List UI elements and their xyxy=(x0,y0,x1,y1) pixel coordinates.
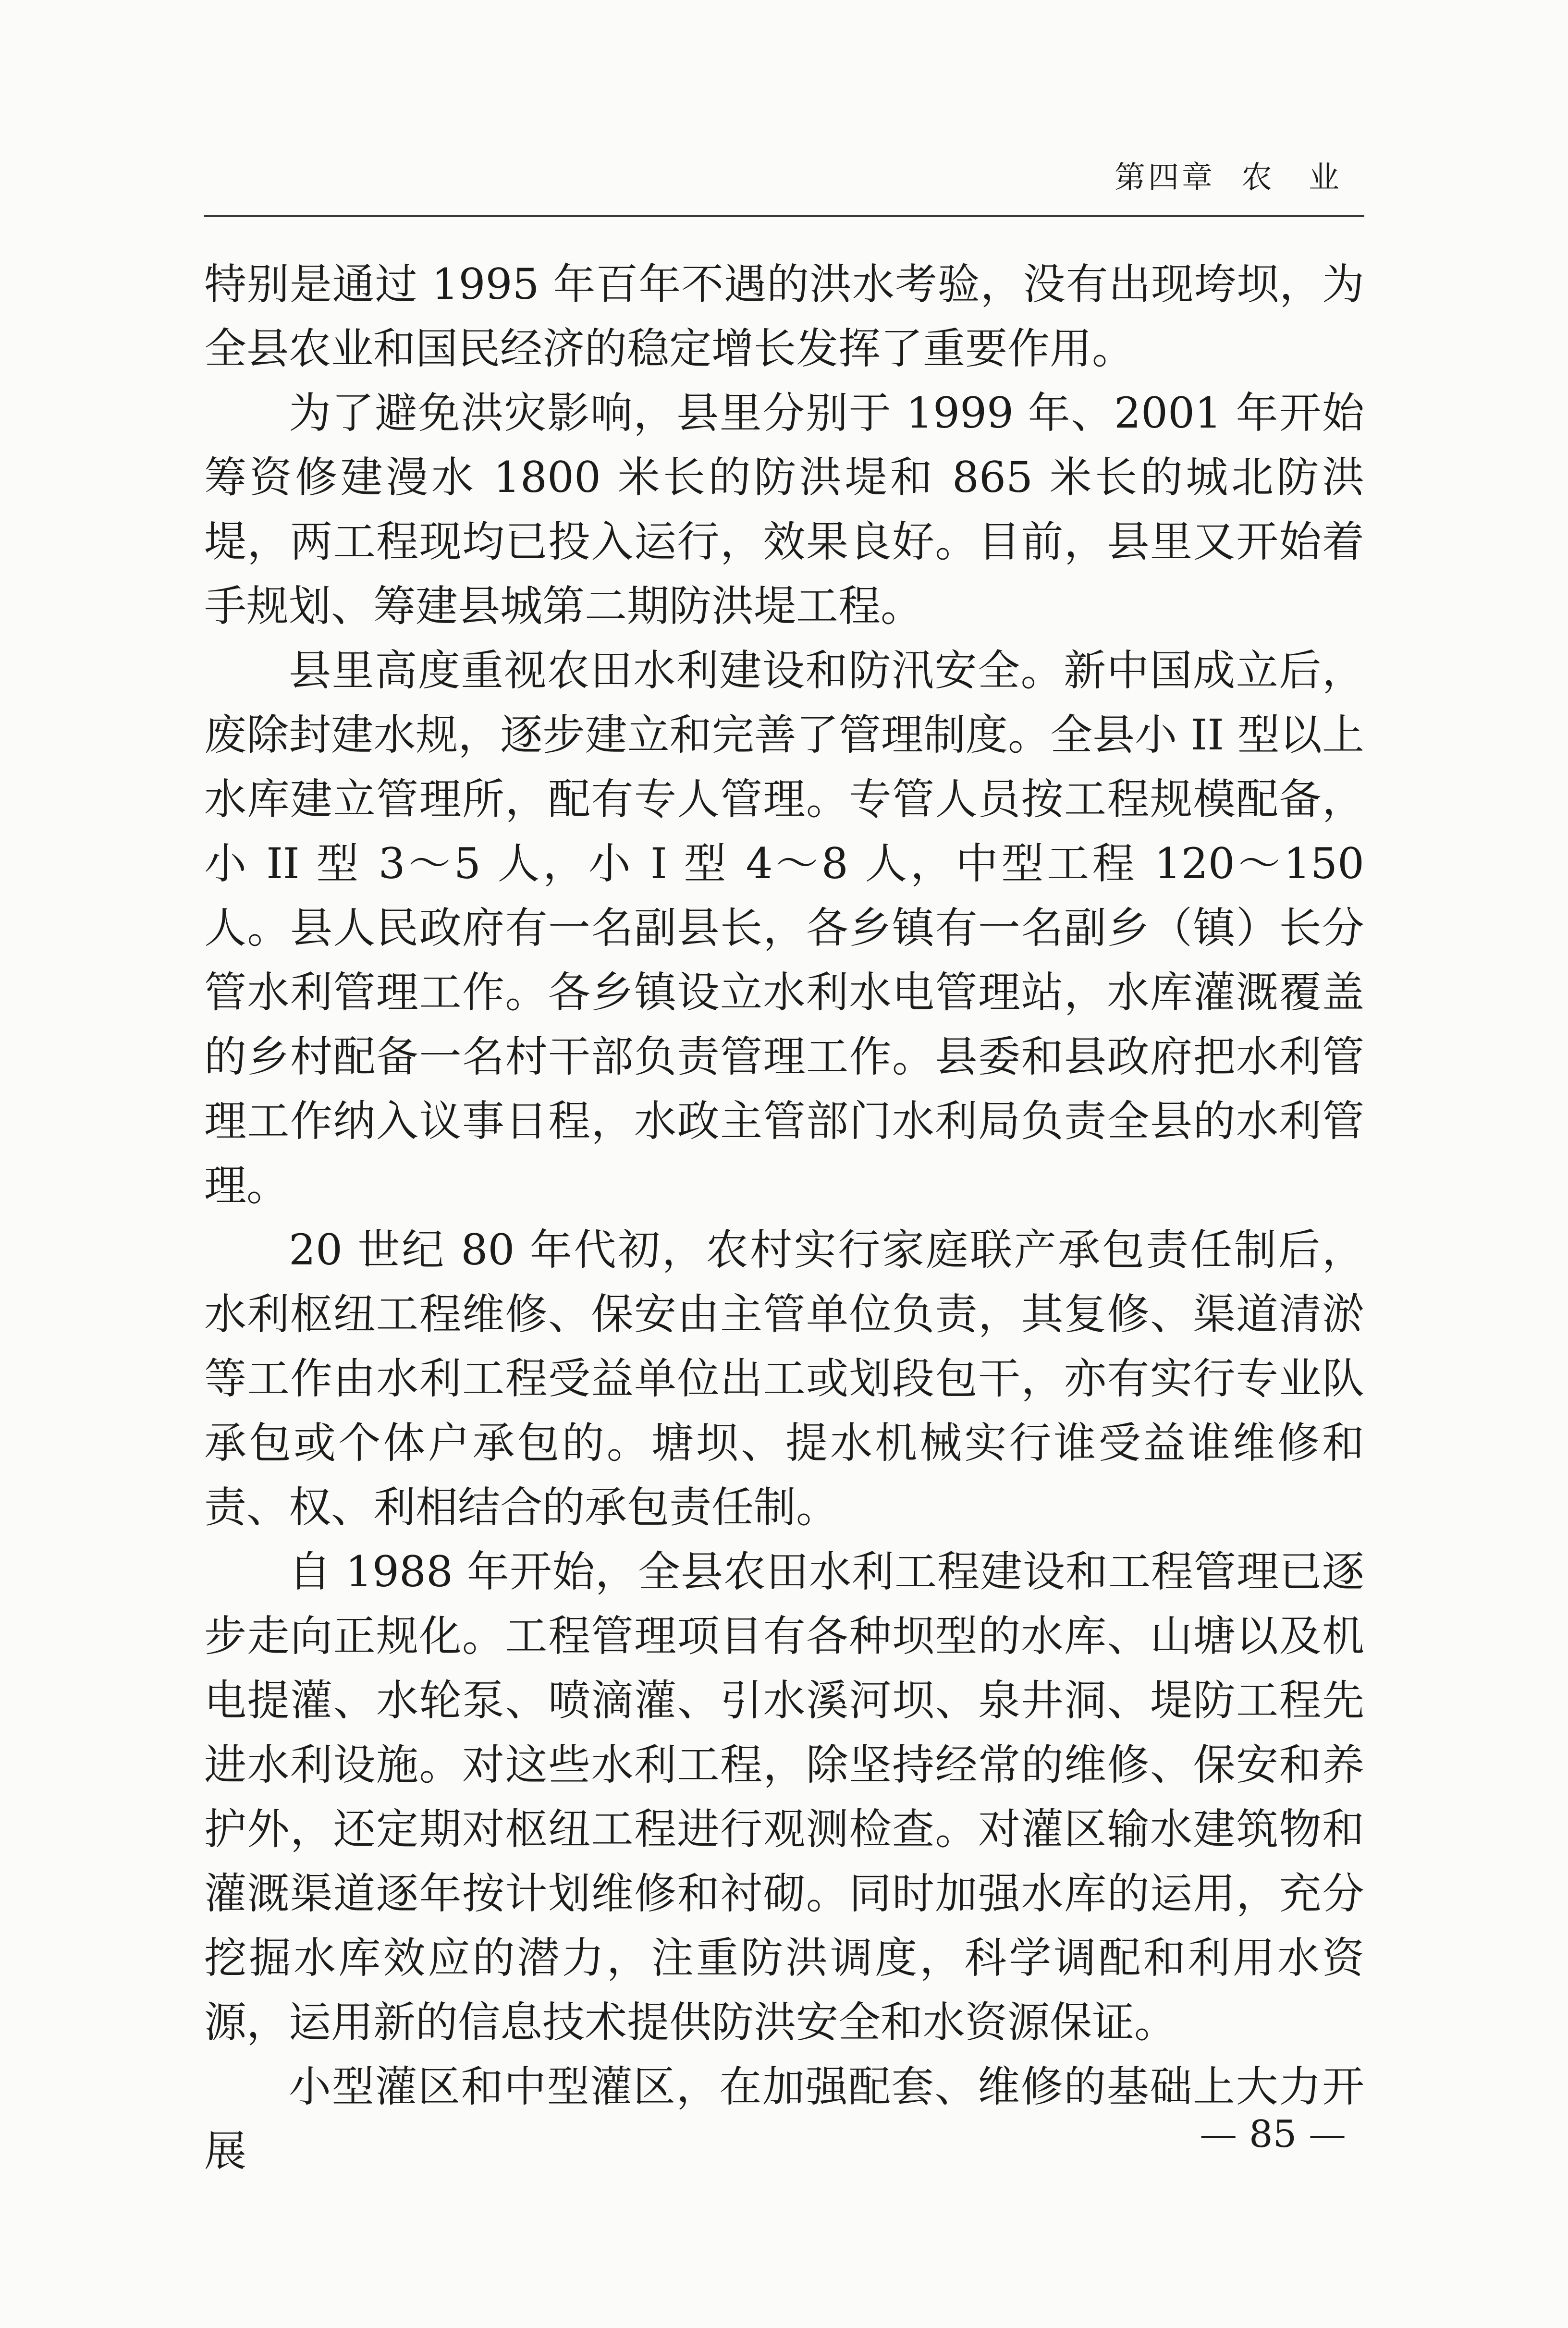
header-rule xyxy=(204,215,1364,217)
running-head xyxy=(1115,153,1342,197)
chapter-number: 第四章 xyxy=(1115,160,1215,196)
paragraph-5: 自 1988 年开始，全县农田水利工程建设和工程管理已逐步走向正规化。工程管理项目有各种坝型的水库、山塘以及机电提灌、水轮泵、喷滴灌、引水溪河坝、泉井洞、堤防工程先进水利设施。对这些水利工程，除坚持经常的维修、保安和养护外，还定期对枢纽工程进行观测检查。对灌区输水建筑物和灌溉渠道逐年按计划维修和衬砌。同时加强水库的运用，充分挖掘水库效应的潜力，注重防洪调度，科学调配和利用水资源，运用新的信息技术提供防洪安全和水资源保证。 xyxy=(204,1547,1364,2047)
page-number: — 85 — xyxy=(1200,2113,1346,2156)
paragraph-4: 20 世纪 80 年代初，农村实行家庭联产承包责任制后，水利枢纽工程维修、保安由主管单位负责，其复修、渠道清淤等工作由水利工程受益单位出工或划段包干，亦有实行专业队承包或个体户承包的。塘坝、提水机械实行谁受益谁维修和责、权、利相结合的承包责任制。 xyxy=(204,1225,1364,1532)
chapter-title: 农 业 xyxy=(1241,160,1342,196)
body-text xyxy=(204,252,1364,2183)
paragraph-2: 为了避免洪灾影响，县里分别于 1999 年、2001 年开始筹资修建漫水 1800 米长的防洪堤和 865 米长的城北防洪堤，两工程现均已投入运行，效果良好。目前，县里又开始着手规划、筹建县城第二期防洪堤工程。 xyxy=(204,388,1364,631)
paragraph-6: 小型灌区和中型灌区，在加强配套、维修的基础上大力开展 xyxy=(204,2062,1364,2176)
paragraph-1: 特别是通过 1995 年百年不遇的洪水考验，没有出现垮坝，为全县农业和国民经济的稳定增长发挥了重要作用。 xyxy=(204,259,1364,373)
paragraph-3: 县里高度重视农田水利建设和防汛安全。新中国成立后，废除封建水规，逐步建立和完善了管理制度。全县小 II 型以上水库建立管理所，配有专人管理。专管人员按工程规模配备，小 II 型 3～5 人，小 I 型 4～8 人，中型工程 120～150 人。县人民政府有一名副县长，各乡镇有一名副乡（镇）长分管水利管理工作。各乡镇设立水利水电管理站，水库灌溉覆盖的乡村配备一名村干部负责管理工作。县委和县政府把水利管理工作纳入议事日程，水政主管部门水利局负责全县的水利管理。 xyxy=(204,646,1364,1210)
